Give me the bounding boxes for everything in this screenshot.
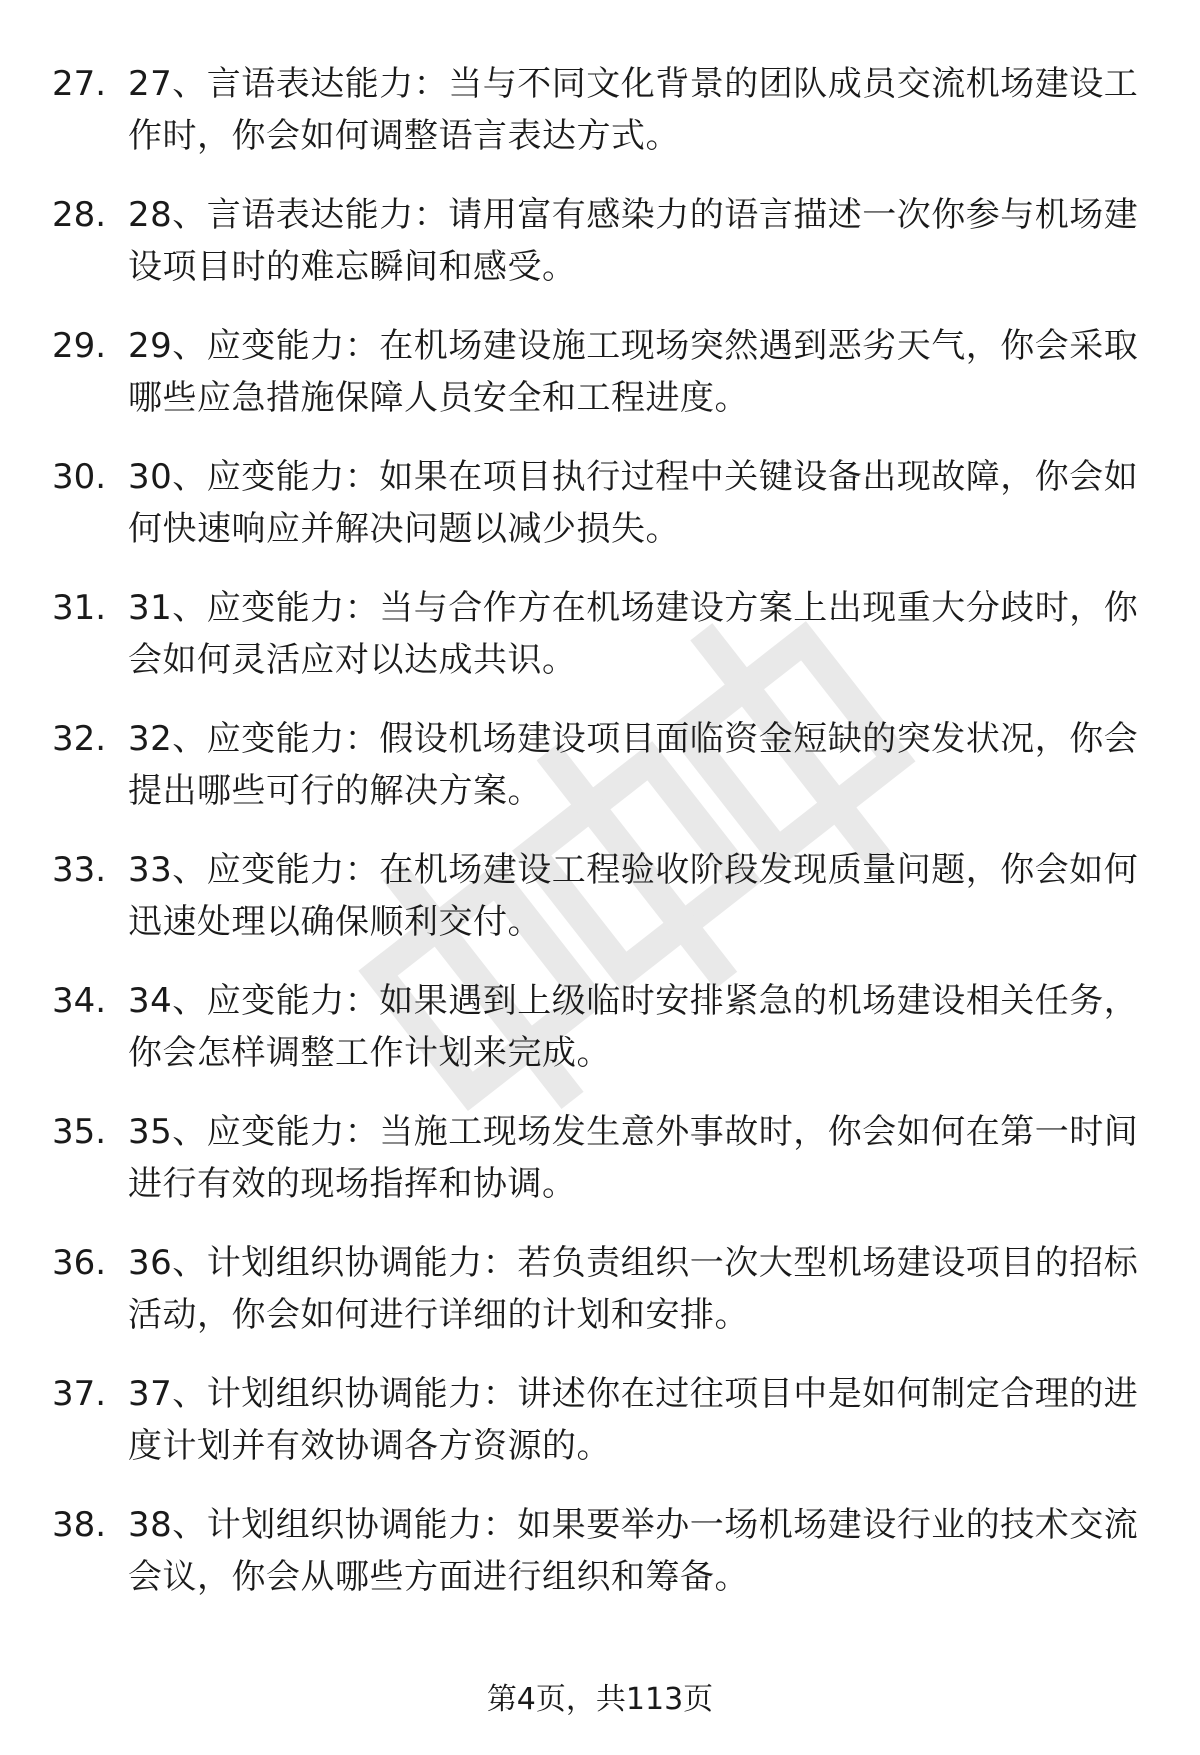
question-text: 35、应变能力：当施工现场发生意外事故时，你会如何在第一时间进行有效的现场指挥和协调。 bbox=[128, 1112, 1139, 1204]
question-number: 38. bbox=[52, 1505, 107, 1545]
question-text: 37、计划组织协调能力：讲述你在过往项目中是如何制定合理的进度计划并有效协调各方资源的。 bbox=[128, 1374, 1139, 1466]
question-number: 35. bbox=[52, 1112, 107, 1152]
question-text: 36、计划组织协调能力：若负责组织一次大型机场建设项目的招标活动，你会如何进行详细的计划和安排。 bbox=[128, 1243, 1139, 1335]
page-footer: 第4页，共113页 bbox=[486, 1682, 714, 1717]
question-item bbox=[0, 320, 1200, 451]
question-number: 30. bbox=[52, 457, 107, 497]
question-number: 28. bbox=[52, 195, 107, 235]
question-item bbox=[0, 58, 1200, 189]
question-item bbox=[0, 975, 1200, 1106]
question-number: 27. bbox=[52, 64, 107, 104]
question-text: 30、应变能力：如果在项目执行过程中关键设备出现故障，你会如何快速响应并解决问题以减少损失。 bbox=[128, 457, 1139, 549]
question-item bbox=[0, 451, 1200, 582]
question-item bbox=[0, 844, 1200, 975]
question-text: 34、应变能力：如果遇到上级临时安排紧急的机场建设相关任务，你会怎样调整工作计划来完成。 bbox=[128, 981, 1139, 1073]
question-text: 31、应变能力：当与合作方在机场建设方案上出现重大分歧时，你会如何灵活应对以达成共识。 bbox=[128, 588, 1139, 680]
question-number: 32. bbox=[52, 719, 107, 759]
question-item bbox=[0, 1368, 1200, 1499]
question-text: 29、应变能力：在机场建设施工现场突然遇到恶劣天气，你会采取哪些应急措施保障人员安全和工程进度。 bbox=[128, 326, 1139, 418]
question-item bbox=[0, 713, 1200, 844]
question-text: 32、应变能力：假设机场建设项目面临资金短缺的突发状况，你会提出哪些可行的解决方案。 bbox=[128, 719, 1139, 811]
question-item bbox=[0, 1106, 1200, 1237]
question-text: 28、言语表达能力：请用富有感染力的语言描述一次你参与机场建设项目时的难忘瞬间和感受。 bbox=[128, 195, 1139, 287]
question-number: 34. bbox=[52, 981, 107, 1021]
question-item bbox=[0, 1237, 1200, 1368]
question-number: 36. bbox=[52, 1243, 107, 1283]
question-list bbox=[0, 58, 1200, 1630]
question-item bbox=[0, 1499, 1200, 1630]
question-text: 33、应变能力：在机场建设工程验收阶段发现质量问题，你会如何迅速处理以确保顺利交付。 bbox=[128, 850, 1139, 942]
question-number: 33. bbox=[52, 850, 107, 890]
question-text: 38、计划组织协调能力：如果要举办一场机场建设行业的技术交流会议，你会从哪些方面进行组织和筹备。 bbox=[128, 1505, 1139, 1597]
question-number: 31. bbox=[52, 588, 107, 628]
question-item bbox=[0, 582, 1200, 713]
question-text: 27、言语表达能力：当与不同文化背景的团队成员交流机场建设工作时，你会如何调整语言表达方式。 bbox=[128, 64, 1139, 156]
question-item bbox=[0, 189, 1200, 320]
question-number: 37. bbox=[52, 1374, 107, 1414]
question-number: 29. bbox=[52, 326, 107, 366]
